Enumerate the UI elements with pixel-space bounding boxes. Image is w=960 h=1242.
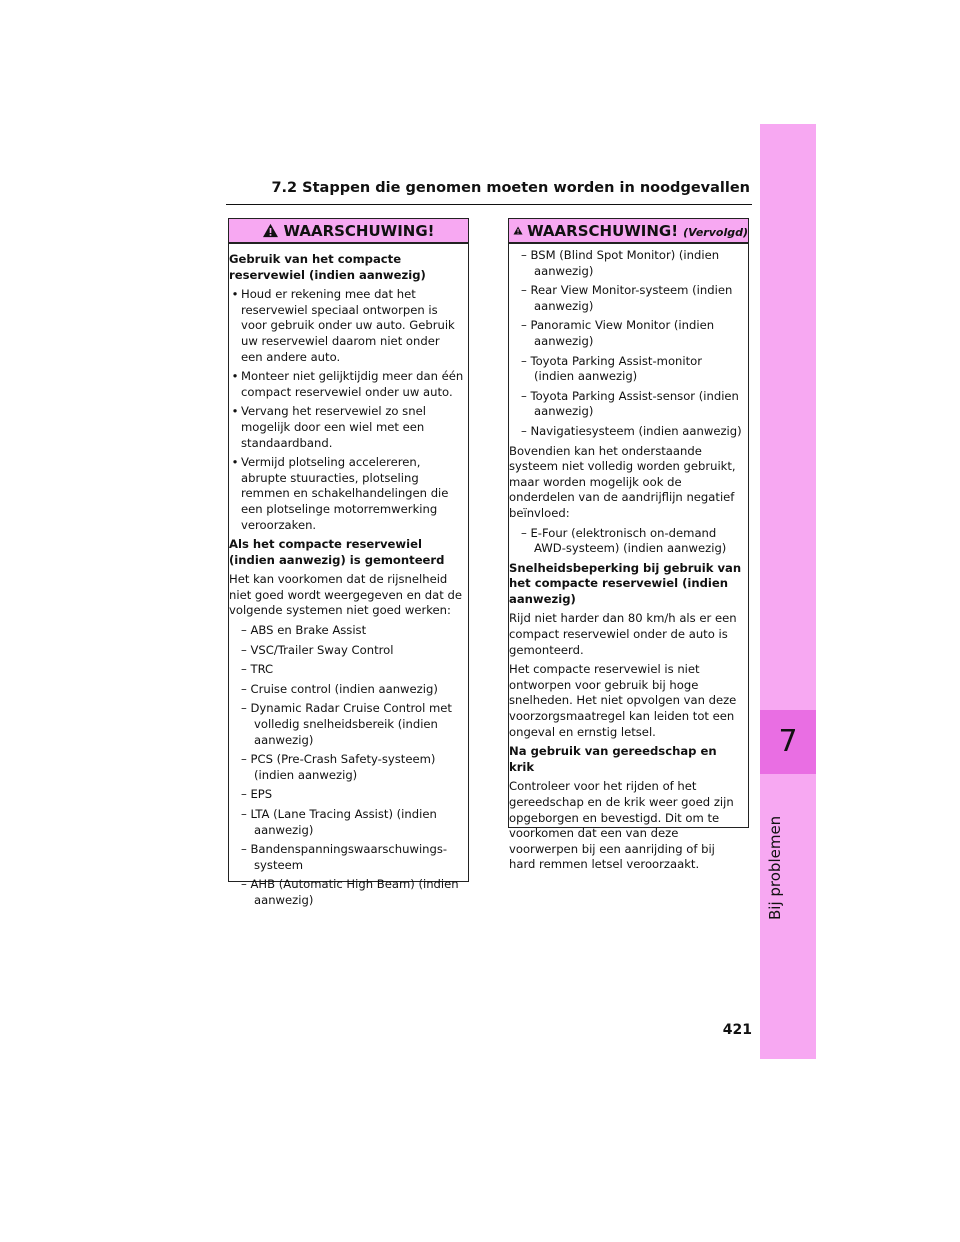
list-item: – Panoramic View Monitor (indien aanwezig): [521, 318, 715, 348]
list-item: • Vermijd plotseling accelereren, abrupte stuuracties, plotseling remmen en schakelhandelingen die een plotselinge motorremwerking veroorzaken.: [229, 455, 464, 533]
section-title: 7.2 Stappen die genomen moeten worden in noodgevallen: [271, 180, 750, 196]
list-item: – LTA (Lane Tracing Assist) (indien aanwezig): [241, 807, 437, 837]
paragraph: Het kan voorkomen dat de rijsnelheid niet goed wordt weergegeven en dat de volgende systemen niet goed werken:: [229, 572, 462, 618]
list-item: – Cruise control (indien aanwezig): [241, 681, 438, 696]
warning-triangle-icon: [513, 223, 523, 238]
list-item: – Toyota Parking Assist-monitor (indien aanwezig): [521, 353, 703, 384]
subheading-mounted: Als het compacte reservewiel (indien aanwezig) is gemonteerd: [229, 537, 445, 567]
continued-label: (Vervolgd): [683, 226, 748, 239]
page-number: 421: [722, 1022, 752, 1038]
list-item: – EPS: [241, 787, 273, 802]
list-item: – Bandenspanningswaarschuwings-systeem: [241, 842, 448, 872]
subheading-tools: Na gebruik van gereedschap en krik: [509, 744, 717, 774]
warning-header: [509, 219, 748, 244]
list-item: – PCS (Pre-Crash Safety-systeem) (indien aanwezig): [241, 752, 436, 782]
paragraph: Bovendien kan het onderstaande systeem niet volledig worden gebruikt, maar worden mogelijk ook de onderdelen van de aandrijflijn negatief beïnvloed:: [509, 443, 736, 520]
subheading-compact-spare: Gebruik van het compacte reservewiel (indien aanwezig): [229, 252, 426, 282]
paragraph: Het compacte reservewiel is niet ontworpen voor gebruik bij hoge snelheden. Het niet opvolgen van deze voorzorgsmaatregel kan leiden tot een ongeval en ernstig letsel.: [509, 662, 737, 739]
list-item: – ABS en Brake Assist: [241, 623, 367, 638]
paragraph: Rijd niet harder dan 80 km/h als er een compact reservewiel onder de auto is gemonteerd.: [509, 611, 737, 657]
list-item: – AHB (Automatic High Beam) (indien aanwezig): [241, 877, 459, 907]
list-item: – Navigatiesysteem (indien aanwezig): [521, 423, 742, 438]
header-divider: [226, 204, 752, 205]
drivetrain-list: [509, 526, 744, 557]
list-item: – E-Four (elektronisch on-demand AWD-systeem) (indien aanwezig): [521, 525, 727, 556]
warning-heading: WAARSCHUWING!: [283, 221, 435, 240]
list-item: – Toyota Parking Assist-sensor (indien aanwezig): [521, 388, 739, 419]
warning-heading: WAARSCHUWING!: [527, 221, 679, 240]
list-item: – Dynamic Radar Cruise Control met volledig snelheidsbereik (indien aanwezig): [241, 701, 452, 747]
chapter-number: 7: [778, 724, 798, 759]
paragraph: Controleer voor het rijden of het gereedschap en de krik weer goed zijn opgeborgen en bevestigd. Dit om te voorkomen dat een van deze voorwerpen bij een aanrijding of bij hard remmen letsel veroorzaakt.: [509, 779, 734, 872]
subheading-speed-limit: Snelheidsbeperking bij gebruik van het compacte reservewiel (indien aanwezig): [509, 560, 742, 606]
list-item: – VSC/Trailer Sway Control: [241, 642, 394, 657]
systems-list-continued: [509, 248, 744, 440]
chapter-label: Bij problemen: [766, 815, 784, 920]
list-item: – Rear View Monitor-systeem (indien aanwezig): [521, 283, 733, 313]
warning-box-left: [228, 218, 469, 907]
list-item: – TRC: [241, 662, 274, 677]
warning-header: [229, 219, 468, 244]
warning-triangle-icon: [262, 223, 279, 238]
systems-list: [229, 623, 464, 909]
warning-content: [229, 244, 468, 909]
list-item: • Vervang het reservewiel zo snel mogelijk door een wiel met een standaardband.: [229, 404, 464, 451]
list-item: – BSM (Blind Spot Monitor) (indien aanwezig): [521, 248, 720, 278]
warning-box-right: [508, 218, 749, 872]
list-item: • Monteer niet gelijktijdig meer dan één compact reservewiel onder uw auto.: [229, 369, 464, 400]
warning-content: [509, 244, 748, 873]
list-item: • Houd er rekening mee dat het reservewiel speciaal ontworpen is voor gebruik onder uw auto. Gebruik uw reservewiel daarom niet onder een andere auto.: [229, 287, 464, 365]
